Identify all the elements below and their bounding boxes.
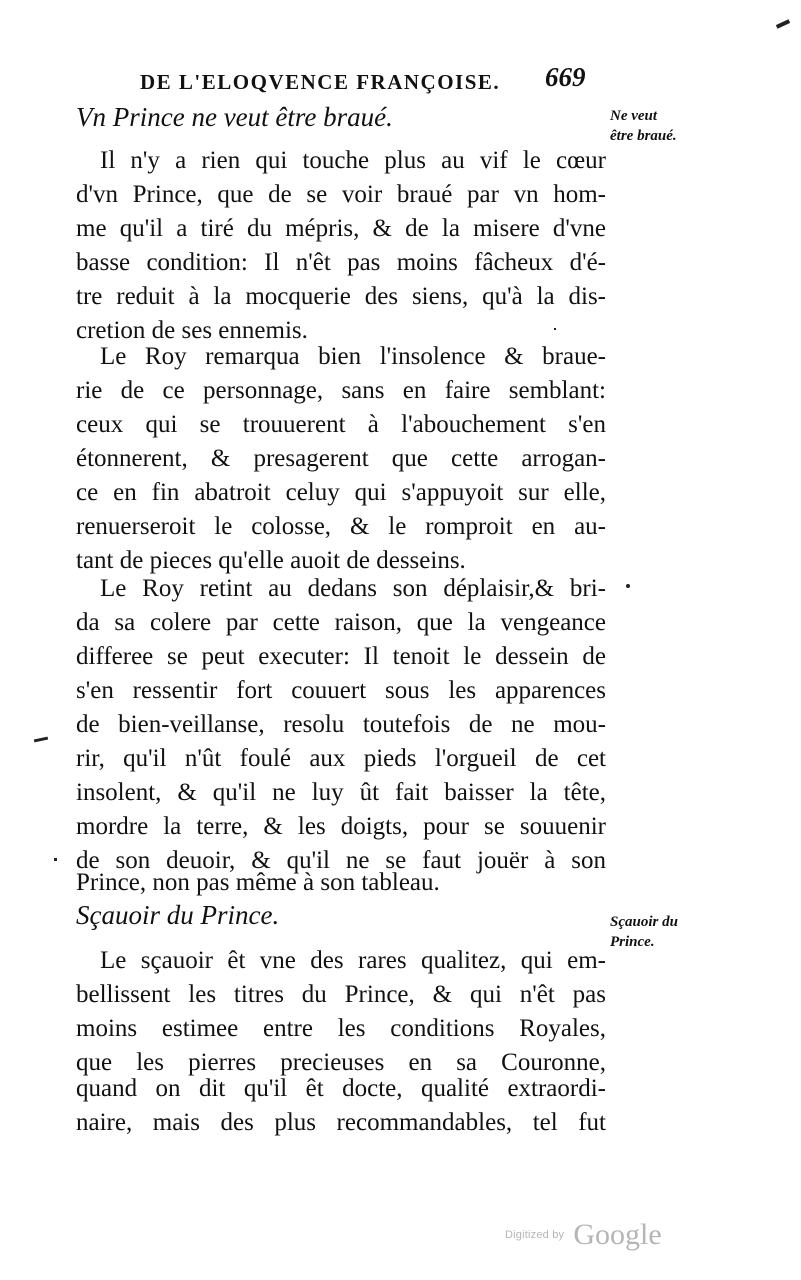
google-digitized-watermark (505, 1218, 662, 1252)
margin-note-line: être braué. (610, 128, 677, 144)
text-line: de son deuoir, & qu'il ne se faut jouër à son (76, 847, 606, 874)
text-line: rir, qu'il n'ût foulé aux pieds l'orgueil de cet (76, 745, 606, 772)
text-line: differee se peut executer: Il tenoit le dessein de (76, 643, 606, 670)
text-line: me qu'il a tiré du mépris, & de la misere d'vne (76, 215, 606, 242)
running-head: DE L'ELOQVENCE FRANÇOISE. (140, 70, 501, 94)
margin-note-line: Ne veut (610, 108, 658, 124)
text-line: ceux qui se trouuerent à l'abouchement s'en (76, 411, 606, 438)
text-line: cretion de ses ennemis. (76, 317, 308, 344)
text-line: basse condition: Il n'êt pas moins fâcheux d'é- (76, 249, 606, 276)
text-line: d'vn Prince, que de se voir braué par vn hom- (76, 181, 606, 208)
text-line: moins estimee entre les conditions Royales, (76, 1015, 606, 1042)
margin-note (610, 106, 720, 146)
section-heading: Sçauoir du Prince. (76, 900, 280, 930)
text-line: da sa colere par cette raison, que la vengeance (76, 609, 606, 636)
margin-note (610, 912, 720, 952)
scan-speck (54, 858, 57, 861)
text-line: s'en ressentir fort couuert sous les apparences (76, 677, 606, 704)
text-line: Le sçauoir êt vne des rares qualitez, qui em- (100, 947, 606, 974)
text-line: renuerseroit le colosse, & le romproit en au- (76, 513, 606, 540)
text-line: Le Roy retint au dedans son déplaisir,& bri- (100, 575, 606, 602)
text-line: Prince, non pas même à son tableau. (76, 869, 440, 896)
watermark-digitized-by: Digitized by (505, 1229, 565, 1241)
text-line: bellissent les titres du Prince, & qui n'êt pas (76, 981, 606, 1008)
margin-note-line: Prince. (610, 934, 655, 950)
text-line: rie de ce personnage, sans en faire semblant: (76, 377, 606, 404)
scan-speck (626, 584, 630, 588)
text-line: Il n'y a rien qui touche plus au vif le cœur (100, 147, 606, 174)
scan-speck (34, 737, 48, 743)
text-line: insolent, & qu'il ne luy ût fait baisser la tête, (76, 779, 606, 806)
page-number: 669 (545, 62, 586, 92)
scan-speck (554, 328, 556, 330)
text-line: tre reduit à la mocquerie des siens, qu'à la dis- (76, 283, 606, 310)
text-line: naire, mais des plus recommandables, tel fut (76, 1109, 606, 1136)
text-line: étonnerent, & presagerent que cette arrogan- (76, 445, 606, 472)
scan-speck (776, 19, 790, 29)
margin-note-line: Sçauoir du (610, 914, 678, 930)
text-line: que les pierres precieuses en sa Couronne, (76, 1049, 606, 1076)
text-line: quand on dit qu'il êt docte, qualité extraordi- (76, 1075, 606, 1102)
text-line: mordre la terre, & les doigts, pour se souuenir (76, 813, 606, 840)
text-line: Le Roy remarqua bien l'insolence & braue- (100, 343, 606, 370)
page-header (140, 62, 620, 102)
text-line: ce en fin abatroit celuy qui s'appuyoit sur elle, (76, 479, 606, 506)
section-heading: Vn Prince ne veut être braué. (76, 102, 393, 132)
text-line: de bien-veillanse, resolu toutefois de ne mou- (76, 711, 606, 738)
watermark-google-logo: Google (573, 1218, 662, 1251)
text-line: tant de pieces qu'elle auoit de desseins. (76, 547, 466, 574)
